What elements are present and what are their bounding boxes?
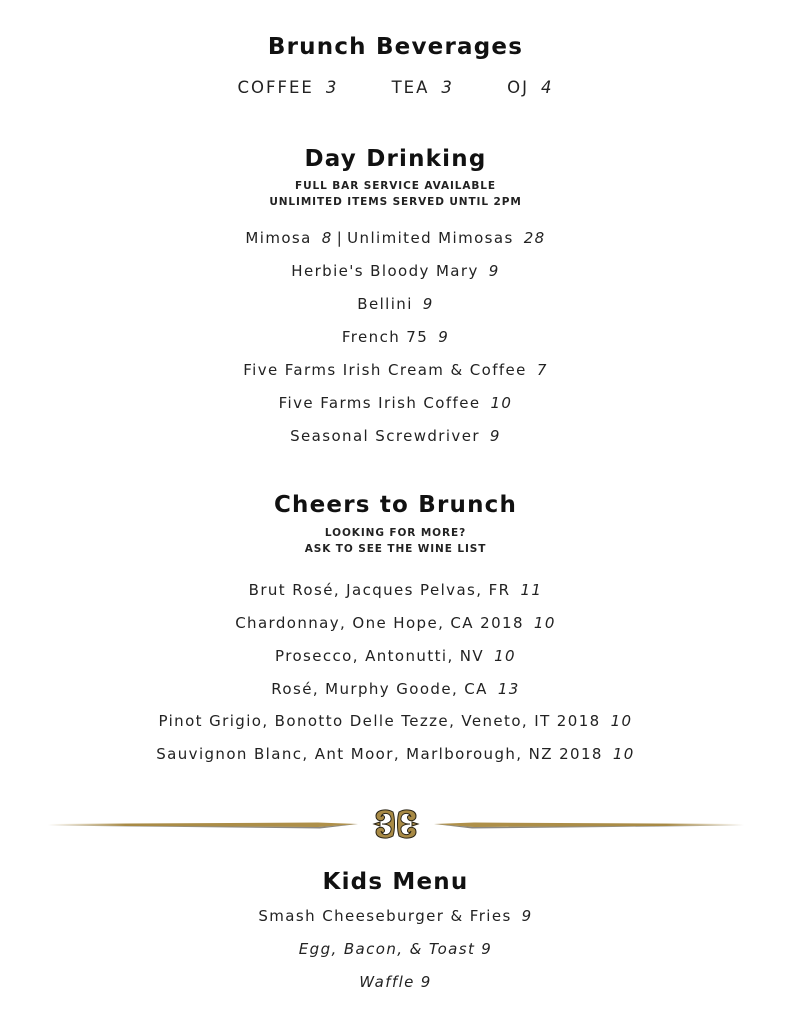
beverage-item bbox=[392, 78, 454, 97]
item-price: 11 bbox=[520, 581, 543, 599]
item-name: Brut Rosé, Jacques Pelvas, FR bbox=[248, 581, 511, 599]
wine-item bbox=[0, 745, 791, 763]
beverage-row bbox=[0, 78, 791, 97]
wine-item bbox=[0, 614, 791, 632]
item-name: Sauvignon Blanc, Ant Moor, Marlborough, NZ 2018 bbox=[156, 745, 603, 763]
wine-item bbox=[0, 680, 791, 698]
beverage-price: 3 bbox=[441, 78, 454, 97]
item-price: 9 bbox=[422, 295, 434, 313]
section-title-cheers-to-brunch: Cheers to Brunch bbox=[273, 492, 518, 518]
flourish-icon bbox=[48, 805, 744, 845]
section-subtitle: ASK TO SEE THE WINE LIST bbox=[304, 543, 487, 555]
beverage-name: TEA bbox=[391, 78, 430, 97]
item-name: Waffle bbox=[359, 973, 415, 991]
item-name: Seasonal Screwdriver bbox=[290, 427, 480, 445]
ornamental-divider bbox=[48, 805, 744, 845]
wine-item bbox=[0, 581, 791, 599]
menu-item-mimosa bbox=[0, 229, 791, 247]
kids-item bbox=[0, 940, 791, 958]
item-name: French 75 bbox=[341, 328, 429, 346]
item-name: Chardonnay, One Hope, CA 2018 bbox=[235, 614, 524, 632]
menu-item bbox=[0, 361, 791, 379]
menu-item bbox=[0, 328, 791, 346]
item-price: 9 bbox=[521, 907, 533, 925]
item-name: Five Farms Irish Cream & Coffee bbox=[243, 361, 527, 379]
item-name: Rosé, Murphy Goode, CA bbox=[271, 680, 488, 698]
item-price: 8 bbox=[321, 229, 333, 247]
section-subtitle: FULL BAR SERVICE AVAILABLE bbox=[295, 180, 496, 192]
kids-item bbox=[0, 973, 791, 991]
menu-item bbox=[0, 295, 791, 313]
section-title-brunch-beverages: Brunch Beverages bbox=[267, 34, 524, 60]
beverage-price: 4 bbox=[541, 78, 554, 97]
item-name: Mimosa bbox=[245, 229, 312, 247]
section-title-day-drinking: Day Drinking bbox=[304, 146, 487, 172]
item-price: 10 bbox=[610, 712, 633, 730]
beverage-name: OJ bbox=[507, 78, 529, 97]
wine-item bbox=[0, 647, 791, 665]
item-name: Smash Cheeseburger & Fries bbox=[258, 907, 512, 925]
item-name: Herbie's Bloody Mary bbox=[291, 262, 479, 280]
item-name: Bellini bbox=[357, 295, 413, 313]
beverage-item bbox=[507, 78, 553, 97]
item-price: 9 bbox=[489, 427, 501, 445]
item-price: 9 bbox=[488, 262, 500, 280]
item-price: 7 bbox=[536, 361, 548, 379]
item-price: 9 bbox=[438, 328, 450, 346]
kids-item bbox=[0, 907, 791, 925]
separator: | bbox=[336, 229, 344, 247]
item-name: Pinot Grigio, Bonotto Delle Tezze, Veneto, IT 2018 bbox=[158, 712, 601, 730]
wine-item bbox=[0, 712, 791, 730]
item-price: 9 bbox=[420, 973, 432, 991]
item-name: Prosecco, Antonutti, NV bbox=[275, 647, 485, 665]
section-title-kids-menu: Kids Menu bbox=[322, 869, 469, 895]
item-price: 10 bbox=[533, 614, 556, 632]
beverage-item bbox=[238, 78, 339, 97]
menu-item bbox=[0, 394, 791, 412]
beverage-price: 3 bbox=[325, 78, 339, 97]
item-price: 10 bbox=[612, 745, 635, 763]
section-subtitle: UNLIMITED ITEMS SERVED UNTIL 2PM bbox=[269, 196, 522, 208]
item-price: 10 bbox=[490, 394, 513, 412]
item-price: 28 bbox=[523, 229, 546, 247]
item-price: 10 bbox=[494, 647, 516, 665]
item-price: 13 bbox=[497, 680, 520, 698]
item-name: Unlimited Mimosas bbox=[347, 229, 514, 247]
menu-item bbox=[0, 262, 791, 280]
beverage-name: COFFEE bbox=[237, 78, 314, 97]
item-name: Five Farms Irish Coffee bbox=[278, 394, 481, 412]
menu-item bbox=[0, 427, 791, 445]
item-price: 9 bbox=[481, 940, 493, 958]
item-name: Egg, Bacon, & Toast bbox=[298, 940, 476, 958]
section-subtitle: LOOKING FOR MORE? bbox=[324, 527, 467, 539]
